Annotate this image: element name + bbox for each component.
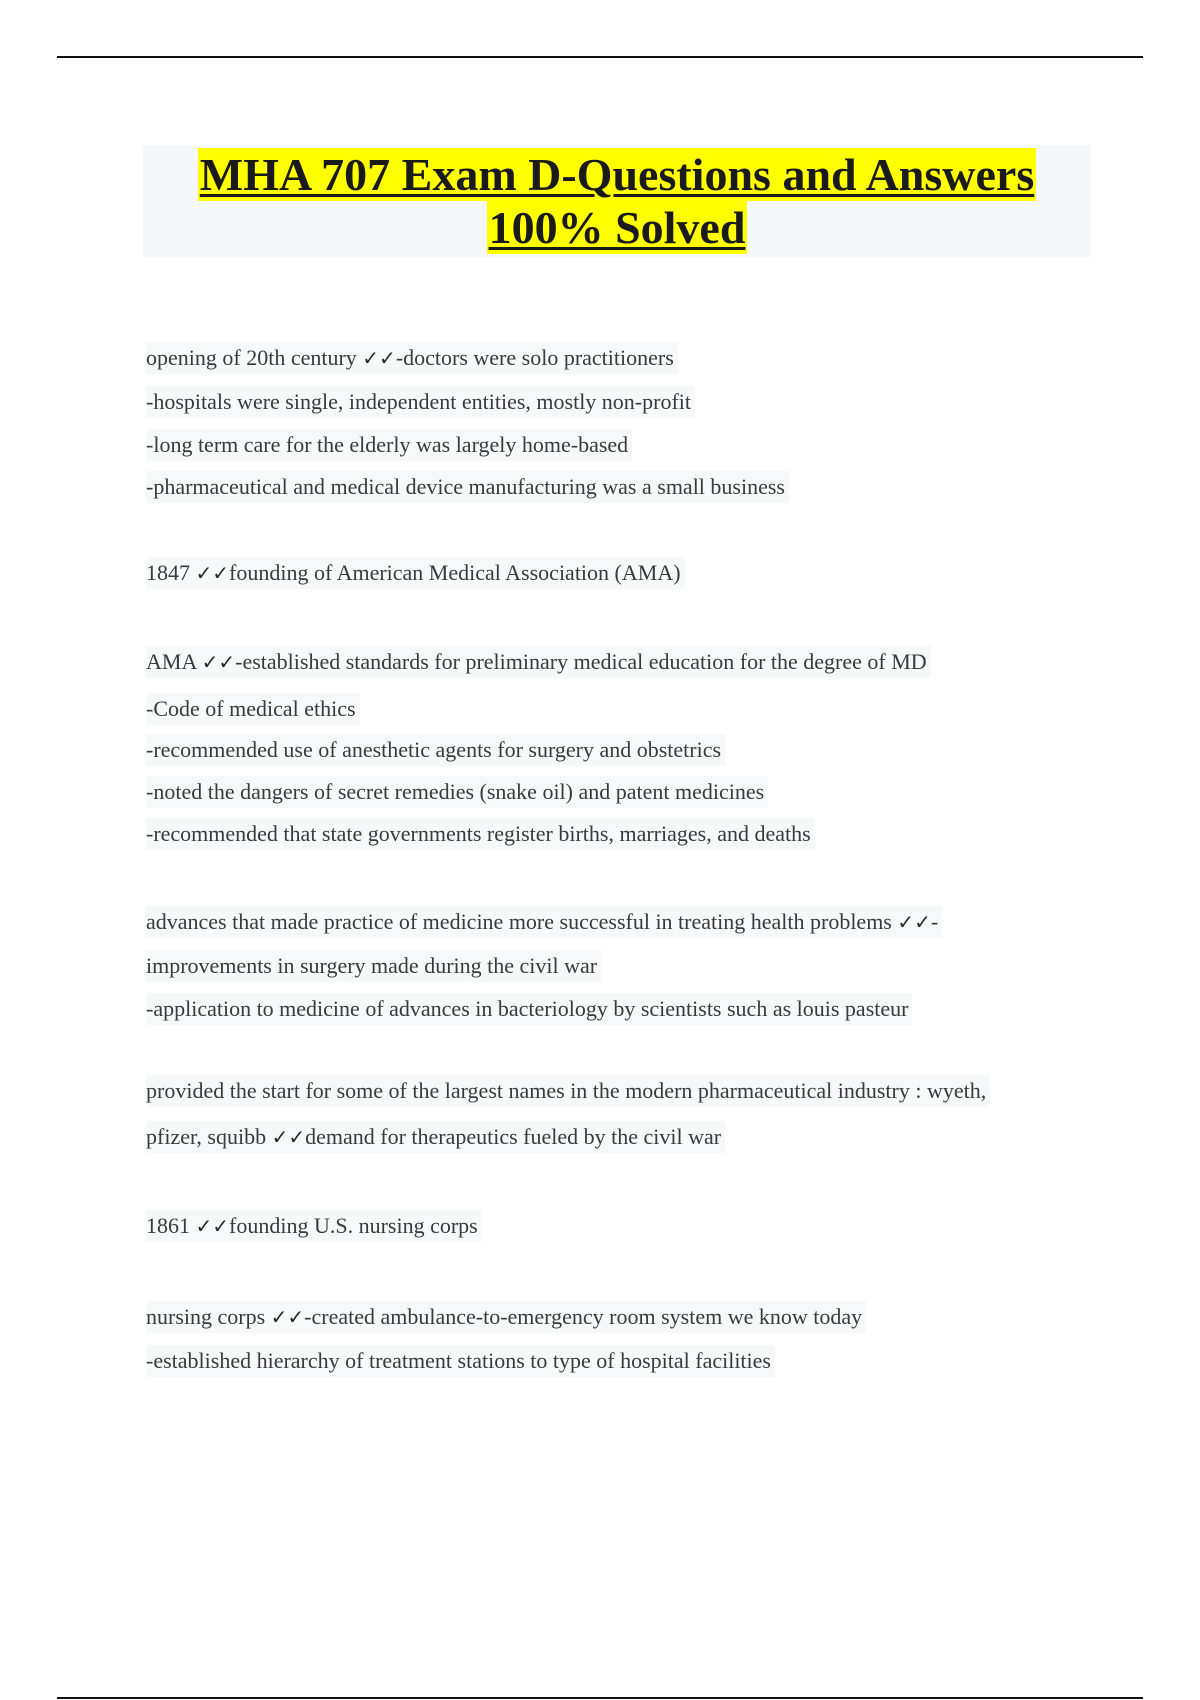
check-icon: ✓✓	[201, 650, 236, 674]
title-line-2: 100% Solved	[488, 202, 746, 253]
entry-term: 1847	[146, 560, 196, 585]
entry-term: opening of 20th century	[146, 345, 363, 370]
entry-line	[146, 557, 685, 589]
entry-answer: -established standards for preliminary medical education for the degree of MD	[235, 649, 927, 674]
top-rule	[57, 56, 1143, 58]
entry-line	[146, 906, 942, 938]
entry-line: -pharmaceutical and medical device manufacturing was a small business	[146, 471, 789, 503]
entry-line: -application to medicine of advances in bacteriology by scientists such as louis pasteur	[146, 993, 912, 1025]
check-icon: ✓✓	[270, 1305, 305, 1329]
entry-term: pfizer, squibb	[146, 1124, 272, 1149]
entry-answer: founding U.S. nursing corps	[229, 1213, 478, 1238]
check-icon: ✓✓	[195, 561, 230, 585]
title-line-1: MHA 707 Exam D-Questions and Answers	[199, 149, 1035, 200]
entry-line: provided the start for some of the largest names in the modern pharmaceutical industry : wyeth,	[146, 1075, 990, 1107]
check-icon: ✓✓	[271, 1125, 306, 1149]
entry-answer: -doctors were solo practitioners	[395, 345, 674, 370]
entry-line	[146, 342, 678, 374]
entry-line: -long term care for the elderly was largely home-based	[146, 429, 632, 461]
entry-line: -established hierarchy of treatment stations to type of hospital facilities	[146, 1345, 775, 1377]
entry-term: nursing corps	[146, 1304, 271, 1329]
entry-answer: -created ambulance-to-emergency room system we know today	[304, 1304, 863, 1329]
entry-line: -recommended that state governments register births, marriages, and deaths	[146, 818, 815, 850]
entry-line: -hospitals were single, independent entities, mostly non-profit	[146, 386, 695, 418]
entry-line: -noted the dangers of secret remedies (snake oil) and patent medicines	[146, 776, 768, 808]
entry-answer: demand for therapeutics fueled by the civil war	[305, 1124, 722, 1149]
entry-line: improvements in surgery made during the civil war	[146, 950, 601, 982]
entry-answer: founding of American Medical Association (AMA)	[229, 560, 681, 585]
check-icon: ✓✓	[362, 346, 396, 370]
entry-line	[146, 646, 931, 678]
check-icon: ✓✓	[195, 1214, 230, 1238]
entry-term: AMA	[146, 649, 202, 674]
check-icon: ✓✓	[897, 910, 931, 934]
entry-answer: -	[930, 909, 939, 934]
bottom-rule	[57, 1697, 1143, 1699]
entry-term: advances that made practice of medicine more successful in treating health problems	[146, 909, 898, 934]
entry-line	[146, 1301, 866, 1333]
entry-line	[146, 1121, 725, 1153]
document-title	[143, 145, 1091, 257]
entry-line: -recommended use of anesthetic agents for surgery and obstetrics	[146, 734, 725, 766]
entry-term: 1861	[146, 1213, 196, 1238]
entry-line: -Code of medical ethics	[146, 693, 360, 725]
entry-line	[146, 1210, 482, 1242]
